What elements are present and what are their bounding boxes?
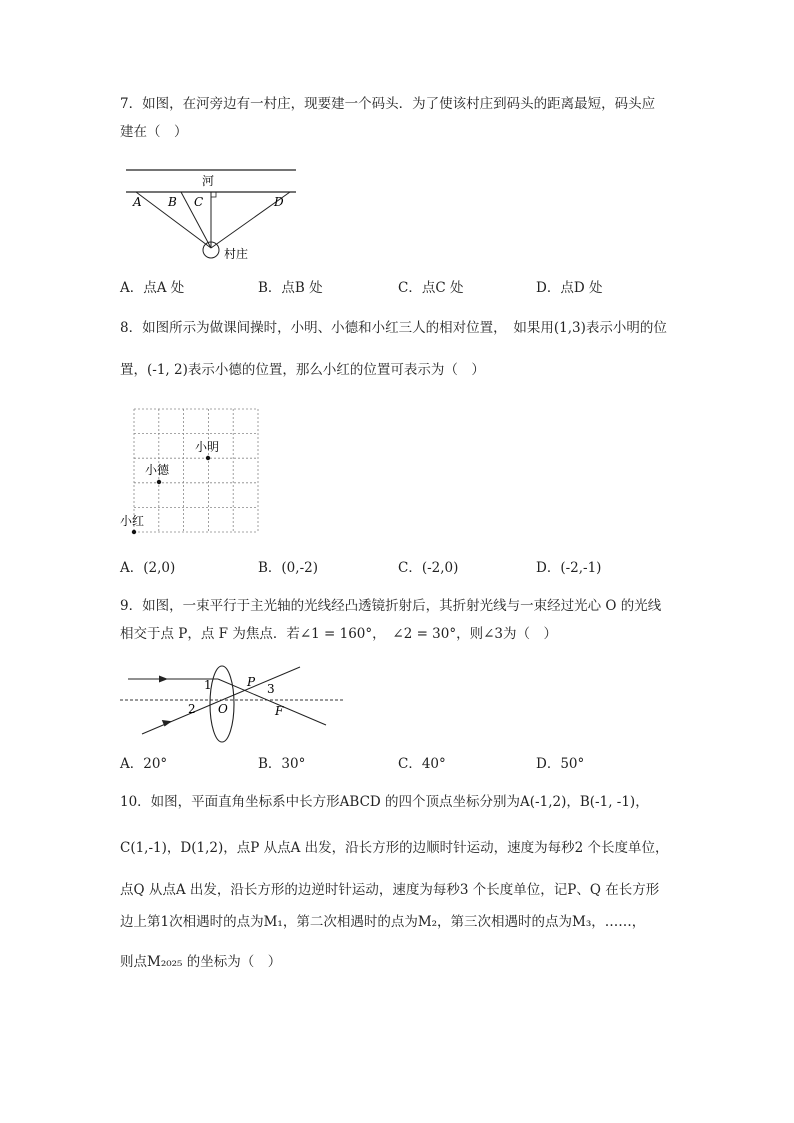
q10-text-line4: 边上第1次相遇时的点为M₁，第二次相遇时的点为M₂，第三次相遇时的点为M₃，……， xyxy=(120,914,646,930)
point-p-label: P xyxy=(247,675,256,689)
q10-text-line5: 则点M₂₀₂₅ 的坐标为（ ） xyxy=(120,954,282,970)
q9-lens-figure xyxy=(118,662,348,746)
q10-text-line2: C(1,-1)，D(1,2)，点P 从点A 出发，沿长方形的边顺时针运动，速度为每秒2 个长度单位， xyxy=(120,840,669,856)
q9-option-c[interactable]: C．40° xyxy=(398,756,446,772)
q7-option-c[interactable]: C．点C 处 xyxy=(398,280,464,296)
q7-option-d[interactable]: D．点D 处 xyxy=(536,280,603,296)
village-label: 村庄 xyxy=(224,247,249,261)
point-o-label: O xyxy=(218,702,228,716)
q8-grid-figure xyxy=(118,402,268,542)
q9-text-line1: 9．如图，一束平行于主光轴的光线经凸透镜折射后，其折射光线与一束经过光心 O 的光线 xyxy=(120,598,662,614)
point-f-label: F xyxy=(275,704,284,718)
q7-river-figure xyxy=(118,160,308,272)
q9-option-b[interactable]: B．30° xyxy=(258,756,306,772)
q8-option-b[interactable]: B．(0,-2) xyxy=(258,560,318,576)
q7-text-line2: 建在（ ） xyxy=(120,124,188,140)
q8-option-c[interactable]: C．(-2,0) xyxy=(398,560,459,576)
q8-option-a[interactable]: A．(2,0) xyxy=(120,560,176,576)
q8-option-d[interactable]: D．(-2,-1) xyxy=(536,560,602,576)
angle-3-label: 3 xyxy=(267,682,275,696)
q7-option-b[interactable]: B．点B 处 xyxy=(258,280,323,296)
xiaoming-label: 小明 xyxy=(195,440,220,454)
q9-text-line2: 相交于点 P，点 F 为焦点．若∠1 = 160°， ∠2 = 30°，则∠3为（ ） xyxy=(120,626,558,642)
q7-option-a[interactable]: A．点A 处 xyxy=(120,280,185,296)
xiaohong-label: 小红 xyxy=(120,514,145,528)
point-d-label: D xyxy=(274,195,284,209)
q7-text-line1: 7．如图，在河旁边有一村庄，现要建一个码头．为了使该村庄到码头的距离最短，码头应 xyxy=(120,96,656,112)
q10-text-line3: 点Q 从点A 出发，沿长方形的边逆时针运动，速度为每秒3 个长度单位，记P、Q 在长方形 xyxy=(120,882,660,898)
q8-text-line2: 置，(-1, 2)表示小德的位置，那么小红的位置可表示为（ ） xyxy=(120,362,485,378)
angle-2-label: 2 xyxy=(188,702,196,716)
point-c-label: C xyxy=(194,195,204,209)
q9-option-a[interactable]: A．20° xyxy=(120,756,168,772)
xiaode-label: 小德 xyxy=(145,463,170,477)
q8-text-line1: 8．如图所示为做课间操时，小明、小德和小红三人的相对位置， 如果用(1,3)表示小明的位 xyxy=(120,320,667,336)
q9-option-d[interactable]: D．50° xyxy=(536,756,585,772)
point-a-label: A xyxy=(133,195,142,209)
angle-1-label: 1 xyxy=(204,678,212,692)
point-b-label: B xyxy=(168,195,177,209)
river-label: 河 xyxy=(202,174,215,188)
q10-text-line1: 10．如图，平面直角坐标系中长方形ABCD 的四个顶点坐标分别为A(-1,2)，B(-1, -1)， xyxy=(120,794,649,810)
